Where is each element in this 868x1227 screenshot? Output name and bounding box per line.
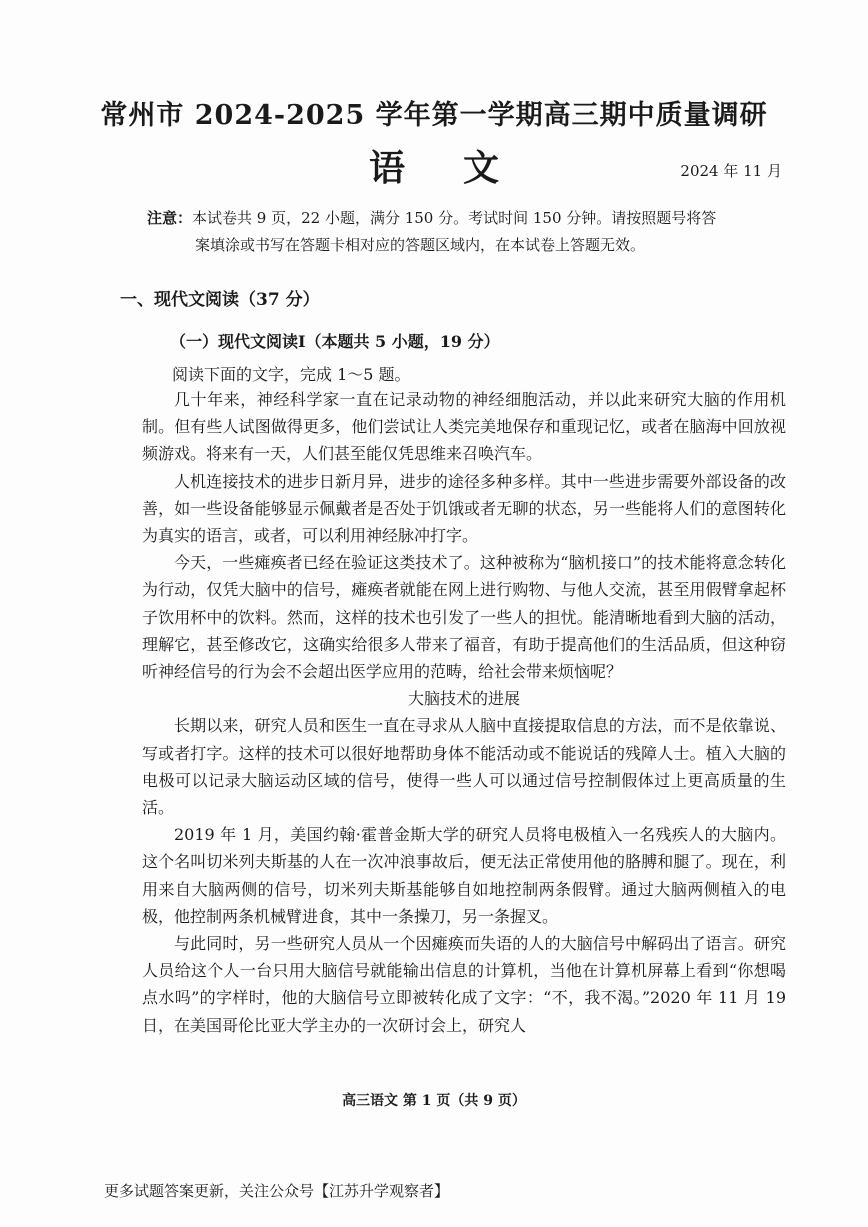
- exam-notice: [147, 205, 787, 259]
- passage-paragraph: 2019 年 1 月，美国约翰·霍普金斯大学的研究人员将电极植入一名残疾人的大脑内。这个名叫切米列夫斯基的人在一次冲浪事故后，便无法正常使用他的胳膊和腿了。现在，利用来自大脑两侧的信号，切米列夫斯基能够自如地控制两条假臂。通过大脑两侧植入的电极，他控制两条机械臂进食，其中一条操刀，另一条握叉。: [142, 825, 786, 926]
- reading-instruction: 阅读下面的文字，完成 1～5 题。: [172, 365, 411, 384]
- notice-line-2: 案填涂或书写在答题卡相对应的答题区域内，在本试卷上答题无效。: [195, 236, 646, 254]
- exam-title: 常州市 2024-2025 学年第一学期高三期中质量调研: [100, 100, 768, 131]
- promo-text: 更多试题答案更新，关注公众号【江苏升学观察者】: [104, 1182, 450, 1200]
- passage-paragraph: 与此同时，另一些研究人员从一个因瘫痪而失语的人的大脑信号中解码出了语言。研究人员给这个人一台只用大脑信号就能输出信息的计算机，当他在计算机屏幕上看到“你想喝点水吗”的字样时，他的大脑信号立即被转化成了文字：“不，我不渴。”2020 年 11 月 19 日，在美国哥伦比亚大学主办的一次研讨会上，研究人: [142, 934, 786, 1035]
- exam-date: 2024 年 11 月: [680, 162, 782, 180]
- passage-paragraph: 人机连接技术的进步日新月异，进步的途径多种多样。其中一些进步需要外部设备的改善，如一些设备能够显示佩戴者是否处于饥饿或者无聊的状态，另一些能将人们的意图转化为真实的语言，或者，可以利用神经脉冲打字。: [142, 471, 786, 546]
- notice-label: 注意：: [147, 209, 193, 227]
- passage-paragraph: 几十年来，神经科学家一直在记录动物的神经细胞活动，并以此来研究大脑的作用机制。但有些人试图做得更多，他们尝试让人类完美地保存和重现记忆，或者在脑海中回放视频游戏。将来有一天，人们甚至能仅凭思维来召唤汽车。: [142, 390, 786, 464]
- reading-passage: [142, 386, 786, 1039]
- passage-paragraph: 今天，一些瘫痪者已经在验证这类技术了。这种被称为“脑机接口”的技术能将意念转化为行动，仅凭大脑中的信号，瘫痪者就能在网上进行购物、与他人交流，甚至用假臂拿起杯子饮用杯中的饮料。然而，这样的技术也引发了一些人的担忧。能清晰地看到大脑的活动，理解它，甚至修改它，这确实给很多人带来了福音，有助于提高他们的生活品质，但这种窃听神经信号的行为会不会超出医学应用的范畴，给社会带来烦恼呢？: [142, 553, 786, 682]
- section-title: 一、现代文阅读（37 分）: [120, 290, 320, 310]
- notice-line-1: 本试卷共 9 页，22 小题，满分 150 分。考试时间 150 分钟。请按照题号将答: [192, 209, 717, 227]
- passage-paragraph: 长期以来，研究人员和医生一直在寻求从人脑中直接提取信息的方法，而不是依靠说、写或者打字。这样的技术可以很好地帮助身体不能活动或不能说话的残障人士。植入大脑的电极可以记录大脑运动区域的信号，使得一些人可以通过信号控制假体过上更高质量的生活。: [142, 716, 786, 818]
- subsection-title: （一）现代文阅读Ⅰ（本题共 5 小题，19 分）: [170, 332, 500, 351]
- page-footer: 高三语文 第 1 页（共 9 页）: [342, 1093, 526, 1109]
- subject-title: 语文: [368, 147, 557, 189]
- passage-heading: 大脑技术的进展: [407, 689, 520, 709]
